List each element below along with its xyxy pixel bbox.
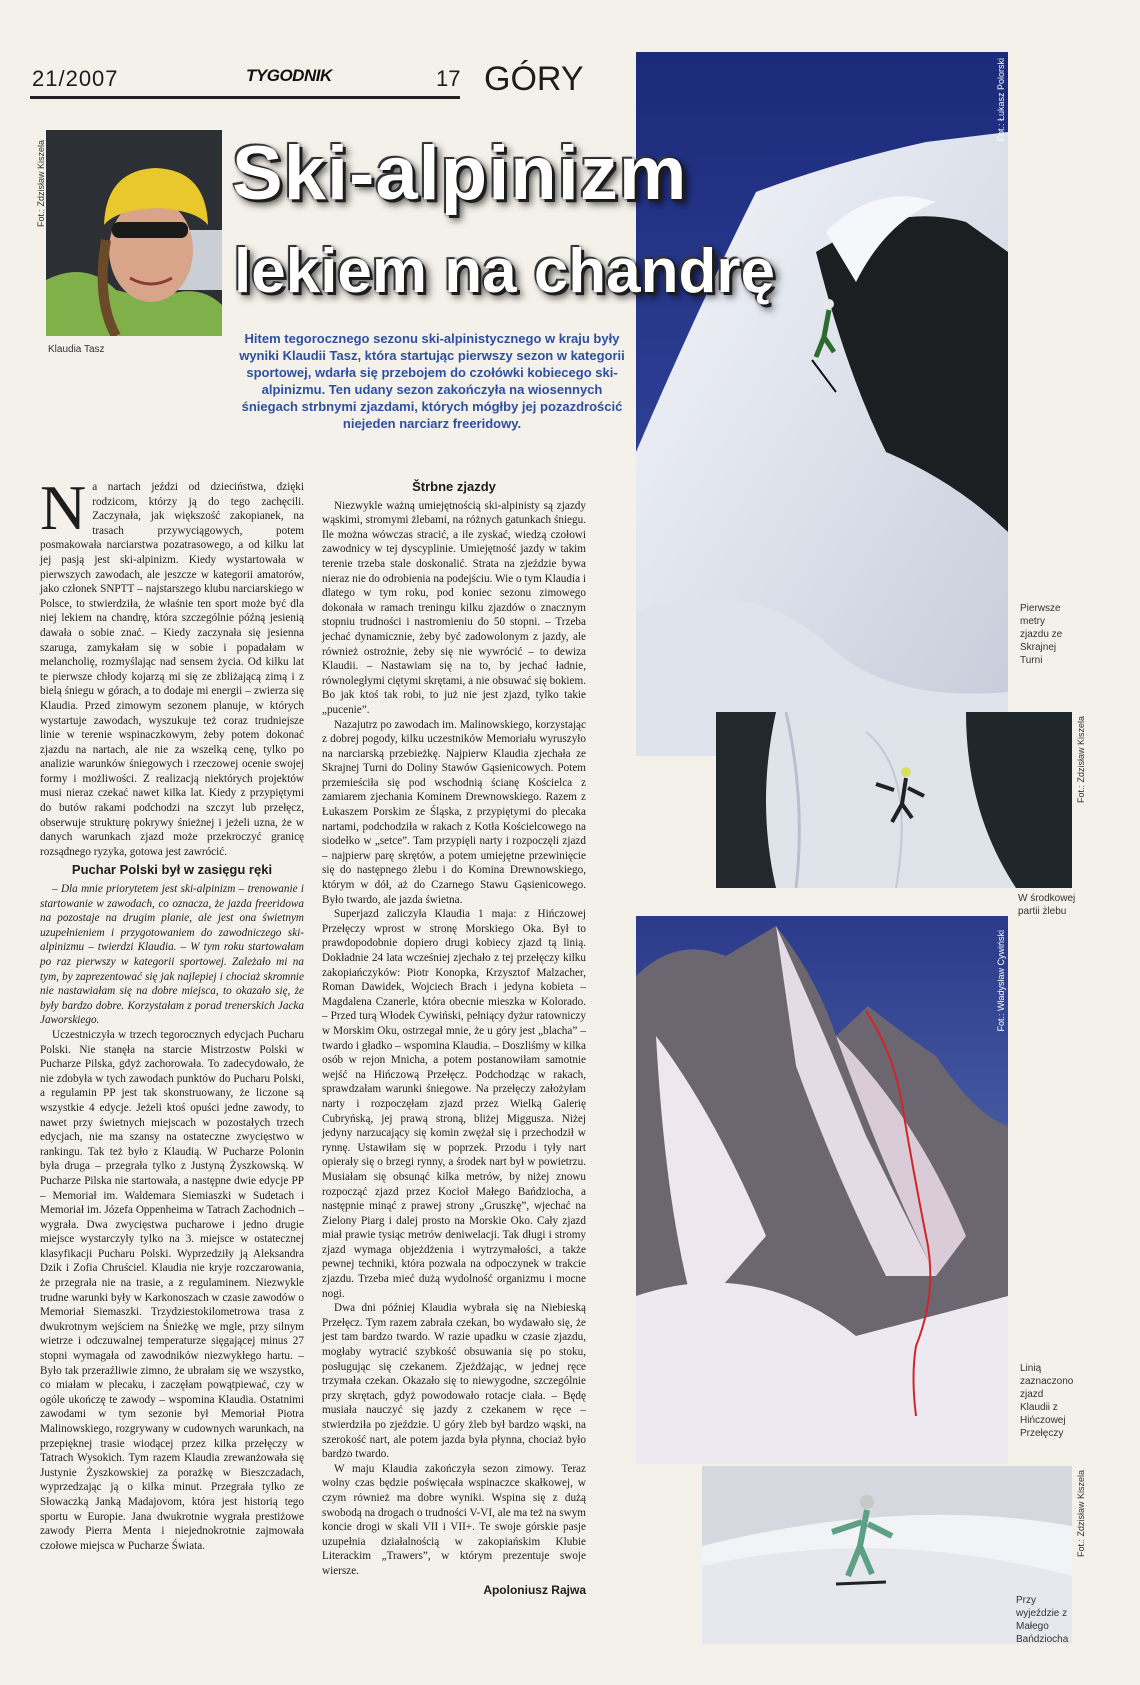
article-column-1: [40, 472, 304, 1553]
col2-para-2: Nazajutrz po zawodach im. Malinowskiego, korzystając z dobrej pogody, kilku uczestników Memoriału wyruszyło na narciarską przebieżkę. Najpierw Klaudia zjechała ze Skrajnej Turni do Doliny Stawów Gąsienicowych. Potem przemieściła się pod wschodnią ścianę Kościelca z zamiarem zjechania Kominem Drewnowskiego. Razem z Łukaszem Porskim ze Śląska, z przypiętymi do plecaka nartami, podchodziła w rakach z Kotła Kościelcowego na siodełko w „setce”. Tam przypięli narty i rozpoczęli zjazd – najpierw parę skrętów, a potem umiejętne przewinięcie się do następnego żlebu i do Komina Drewnowskiego, którym w dół, aż do Czarnego Stawu Gąsienicowego. Było twardo, ale jazda świetna.: [322, 718, 586, 906]
magazine-logo: TYGODNIK: [246, 66, 332, 85]
descent-caption: Przy wyjeździe z Małego Bańdziocha: [1016, 1595, 1069, 1645]
article-subtitle: lekiem na chandrę: [234, 237, 776, 306]
col2-subheading: Štrbne zjazdy: [412, 479, 496, 494]
main-photo-illustration: [636, 52, 1008, 756]
main-photo-caption: Pierwsze metry zjazdu ze Skrajnej Turni: [1020, 603, 1063, 666]
issue-number: 21/2007: [32, 66, 119, 91]
main-photo: [636, 52, 1008, 756]
mountain-photo: [636, 916, 1008, 1464]
col1-para-3: Uczestniczyła w trzech tegorocznych edycjach Pucharu Polski. Nie stanęła na starcie Mistrzostw Polski w Pucharze Pilska, gdyż zachorowała. To zadecydowało, że nie zdobyła w tych zawodach punktów do Pucharu Polski, a regulamin PP jest tak skonstruowany, że liczone są wszystkie 4 edycje. Jeżeli ktoś opuści jedne zawody, to nawet przy świetnych miejscach w pozostałych trzech edycjach, nie ma szansy na ostateczne zwycięstwo w rankingu. Tak też było z Klaudią. W Pucharze Polonin była druga – przegrała tylko z Justyną Żyszkowską. W Pucharze Pilska nie startowała, a następne dwie edycje PP – Memoriał im. Waldemara Siemiaszki w Sudetach i Memoriał im. Józefa Oppenheima w Tatrach Zachodnich – wygrała. Dwa zwycięstwa pucharowe i jedno drugie miejsce wystarczyły tylko na 3. miejsce w ostatecznej klasyfikacji Pucharu Polski. Wyprzedziły ją Aleksandra Dzik i Zofia Chruściel. Klaudia nie kryje rozczarowania, że przegrała nie na trasie, a z regulaminem. Niezwykle trudne warunki były w Karkonoszach w czasie zawodów o Memoriał Siemaszki. Trzydziestokilometrowa trasa z dwukrotnym wejściem na Śnieżkę we mgle, przy silnym wietrze i odczuwalnej temperaturze sięgającej minus 27 stopni wymagała od zawodników niezwykłego hartu. – Było tak przeraźliwie zimno, że ubrałam się we wszystko, co miałam w plecaku, i zaczęłam powątpiewać, czy w ogóle ukończę te zawody – wspomina Klaudia. Ostatnimi zawodami w tym sezonie był Memoriał Piotra Malinowskiego, rozgrywany w cudownych warunkach, na przepięknej trasie wiodącej przez kilka przełęczy w Tatrach Wysokich. Tym razem Klaudia zrewanżowała się Justynie Żyszkowskiej za porażkę w Bieszczadach, wyprzedzając ją o kilka minut. Przegrała tylko ze Słowaczką Janką Madajovom, która jest historią tego sportu w Europie. Jana dwukrotnie wygrała prestiżowe zawody Pierra Menta i niejednokrotnie zajmowała czołowe miejsca w Pucharze Świata.: [40, 1028, 304, 1552]
descent-credit: Fot.: Zdzisław Kiszela: [1076, 1470, 1086, 1558]
section-title: GÓRY: [484, 60, 584, 98]
reverse-page-ghost: [100, 400, 114, 460]
author-signature: Apoloniusz Rajwa: [483, 1582, 586, 1597]
dropcap: N: [40, 472, 87, 543]
col2-para-5: W maju Klaudia zakończyła sezon zimowy. Teraz wolny czas będzie poświęcała wspinaczce skałkowej, w czym również ma dobre wyniki. Wspina się z dużą swobodą na drogach o trudności V-VI, ale ma też na swym koncie drogi w skali VII i VII+. Te swoje górskie pasje uzupełnia działalnością w zakopiańskim Klubie Literackim „Trawers”, w którym prezentuje swoje wiersze.: [322, 1462, 586, 1577]
col1-para-2-text: – Dla mnie priorytetem jest ski-alpinizm – trenowanie i startowanie w zawodach, co oznacza, że jazda freeridowa na pozostaje na drugim planie, ale jest ona świetnym uzupełnieniem i przygotowaniem do zawodniczego ski-alpinizmu – twierdzi Klaudia. – W tym roku startowałam po raz pierwszy w kategorii sportowej. Zależało mi na tym, by zaprezentować się jak najlepiej i chociaż skromnie nie nastawiałam się na dobre miejsca, to okazało się, że były bardzo dobre. Korzystałam z porad trenerskich Jacka Jaworskiego.: [40, 883, 304, 1027]
mountain-caption: Linią zaznaczono zjazd Klaudii z Hińczowej Przełęczy: [1020, 1363, 1074, 1439]
col2-para-4: Dwa dni później Klaudia wybrała się na Niebieską Przełęcz. Tym razem zabrała czekan, bo wydawało się, że jest tam bardzo twardo. W razie upadku w czasie zjazdu, mogłaby wytracić szybkość obsuwania się po stoku, posługując się czekanem. Zjeżdżając, w jednej ręce trzymała czekan. Okazało się to niewygodne, szczególnie przy skrętach, gdyż powodowało rotacje ciała. – Będę musiała nauczyć się jazdy z czekanem w ręce – stwierdziła po zjeździe. U góry żleb był bardzo wąski, na szerokość nart, ale potem jazda była płynna, chociaż było bardzo twardo.: [322, 1302, 586, 1461]
col1-para-1: [40, 472, 304, 859]
portrait-photo: [46, 130, 222, 336]
portrait-credit: Fot.: Zdzisław Kiszela: [36, 140, 46, 228]
col2-para-1: Niezwykle ważną umiejętnością ski-alpinisty są zjazdy wąskimi, stromymi żlebami, na różnych gatunkach śniegu. Ile można wówczas stracić, a ile zyskać, wiedzą czołowi zawodnicy w tej dyscyplinie. Umiejętność jazdy w takim terenie trzeba stale doskonalić. Strata na zjeździe bywa nieraz nie do odrobienia na podejściu. Wie o tym Klaudia i dlatego w tym roku, pod koniec sezonu zimowego dokonała w ramach treningu kilku zjazdów o znacznym stopniu trudności i nastromieniu do 50 stopni. – Trzeba jechać dynamicznie, żeby być zadowolonym z jazdy, ale również ostrożnie, żeby się nie wywrócić – to dewiza Klaudii. – Nastawiam się na to, by jechać ładnie, równoległymi ciętymi skrętami, a nie obsuwać się bokiem. Bo jak ktoś tak robi, to już nie jest zjazd, tylko takie „pucenie”.: [322, 499, 586, 716]
article-lead: Hitem tegorocznego sezonu ski-alpinistycznego w kraju były wyniki Klaudii Tasz, która startując pierwszy sezon w kategorii sportowej, wdarła się przebojem do czołówki kobiecego ski-alpinizmu. Ten udany sezon zakończyła na wiosennych śniegach strbnymi zjazdami, których mógłby jej pozazdrościć niejeden narciarz freeridowy.: [239, 331, 625, 431]
article-title: Ski-alpinizm: [232, 131, 688, 216]
couloir-illustration: [716, 712, 1072, 888]
portrait-illustration: [46, 130, 222, 336]
main-photo-credit: Fot.: Łukasz Polorski: [996, 58, 1006, 142]
couloir-credit: Fot.: Zdzisław Kiszela: [1076, 716, 1086, 804]
couloir-caption: W środkowej partii żlebu: [1018, 893, 1076, 917]
col1-subheading: Puchar Polski był w zasięgu ręki: [71, 862, 273, 878]
col1-para-1-text: a nartach jeździ od dzieciństwa, dzięki rodzicom, którzy ją do tego zachęcili. Zaczynała, jak większość zakopianek, na trasach przywyciągowych, potem posmakowała narciarstwa pozatrasowego, a od kilku lat jej pasją jest ski-alpinizm. Kiedy wystartowała w pierwszych zawodach, ale jeszcze w kategorii amatorów, jako członek SNPTT – najstarszego klubu narciarskiego w Polsce, to stwierdziła, że właśnie ten sport może być dla niej lekiem na chandrę, która szczególnie późną jesienią dawała o sobie znać. – Kiedy zaczynała się jesienna szaruga, zamykałam się w sobie i popadałam w melancholię, rozmyślając nad sensem życia. Od kilku lat te pierwsze chłody kojarzą mi się ze zbliżającą zimą i z bielą śniegu w górach, a to dodaje mi energii – zwierza się Klaudia. Przed zimowym sezonem planuje, w których wystartuje zawodach, wyszukuje też coraz trudniejsze linie w terenie wspinaczkowym, żeby potem dokonać zjazdu na nartach, ale nie za wszelką cenę, tylko po analizie warunków śniegowych i rzeczowej ocenie swojej formy i możliwości. Z realizacją niektórych projektów musi nieraz czekać nawet kilka lat. Kiedy z przypiętymi do butów rakami podchodzi na szczyt lub przełęcz, obserwuje strukturę pokrywy śnieżnej i jeżeli uzna, że w danych warunkach zjazd może przekroczyć granicę rozsądnego ryzyka, gotowa jest zawrócić.: [40, 481, 304, 858]
couloir-photo: [716, 712, 1072, 888]
page-number: 17: [436, 66, 461, 91]
mountain-illustration: [636, 916, 1008, 1464]
article-column-2: [322, 476, 586, 1597]
header-rule: [30, 96, 460, 99]
col1-para-2: [40, 882, 304, 1028]
col2-para-3: Superjazd zaliczyła Klaudia 1 maja: z Hińczowej Przełęczy wprost w stronę Morskiego Oka. Był to prawdopodobnie dopiero drugi kobiecy zjazd tą linią. Dokładnie 24 lata wcześniej zjechało z tej przełęczy kilku zakopiańczyków: Piotr Konopka, Krzysztof Malzacher, Roman Dawidek, Wojciech Brach i jedyna kobieta – Magdalena Czanerle, która obecnie mieszka w Kolorado. – Przed turą Włodek Cywiński, pełniący dyżur ratowniczy w Morskim Oku, ostrzegał mnie, że u góry jest „blacha” – twardo i gładko – wspomina Klaudia. – Doszliśmy w kilka osób w rejon Mnicha, a potem postanowiłam samotnie wejść na Hińczową Przełęcz. Podchodząc w rakach, sprawdzałam warunki śniegowe. Na przełęczy założyłam narty i rozpoczęłam zjazd przez Wielką Galerię Cubryńską, jej prawą stroną, bliżej Miggusza. Niżej jedyny narzucający się komin zwężał się i przechodził w rynnę. Ustawiłam się w poprzek. Przodu i tyły nart opierały się o brzegi rynny, a środek nart był w powietrzu. Musiałam się obsunąć kilka metrów, by niżej znowu rozpocząć zjazd przez Kocioł Małego Bańdziocha, a następnie minąć z prawej strony „Gruszkę”, wjechać na Zielony Piarg i dalej prosto na Morskie Oko. Cały zjazd miał prawie tysiąc metrów deniwelacji. Tak długi i stromy zjazd wymaga objeżdżenia i wytrzymałości, a także pewnej techniki, która pozwala na odpoczynek w trakcie zjazdu. Trzeba mieć dużą wydolność organizmu i mocne nogi.: [322, 908, 586, 1300]
portrait-caption: Klaudia Tasz: [48, 344, 105, 355]
mountain-credit: Fot.: Władysław Cywiński: [996, 930, 1006, 1032]
